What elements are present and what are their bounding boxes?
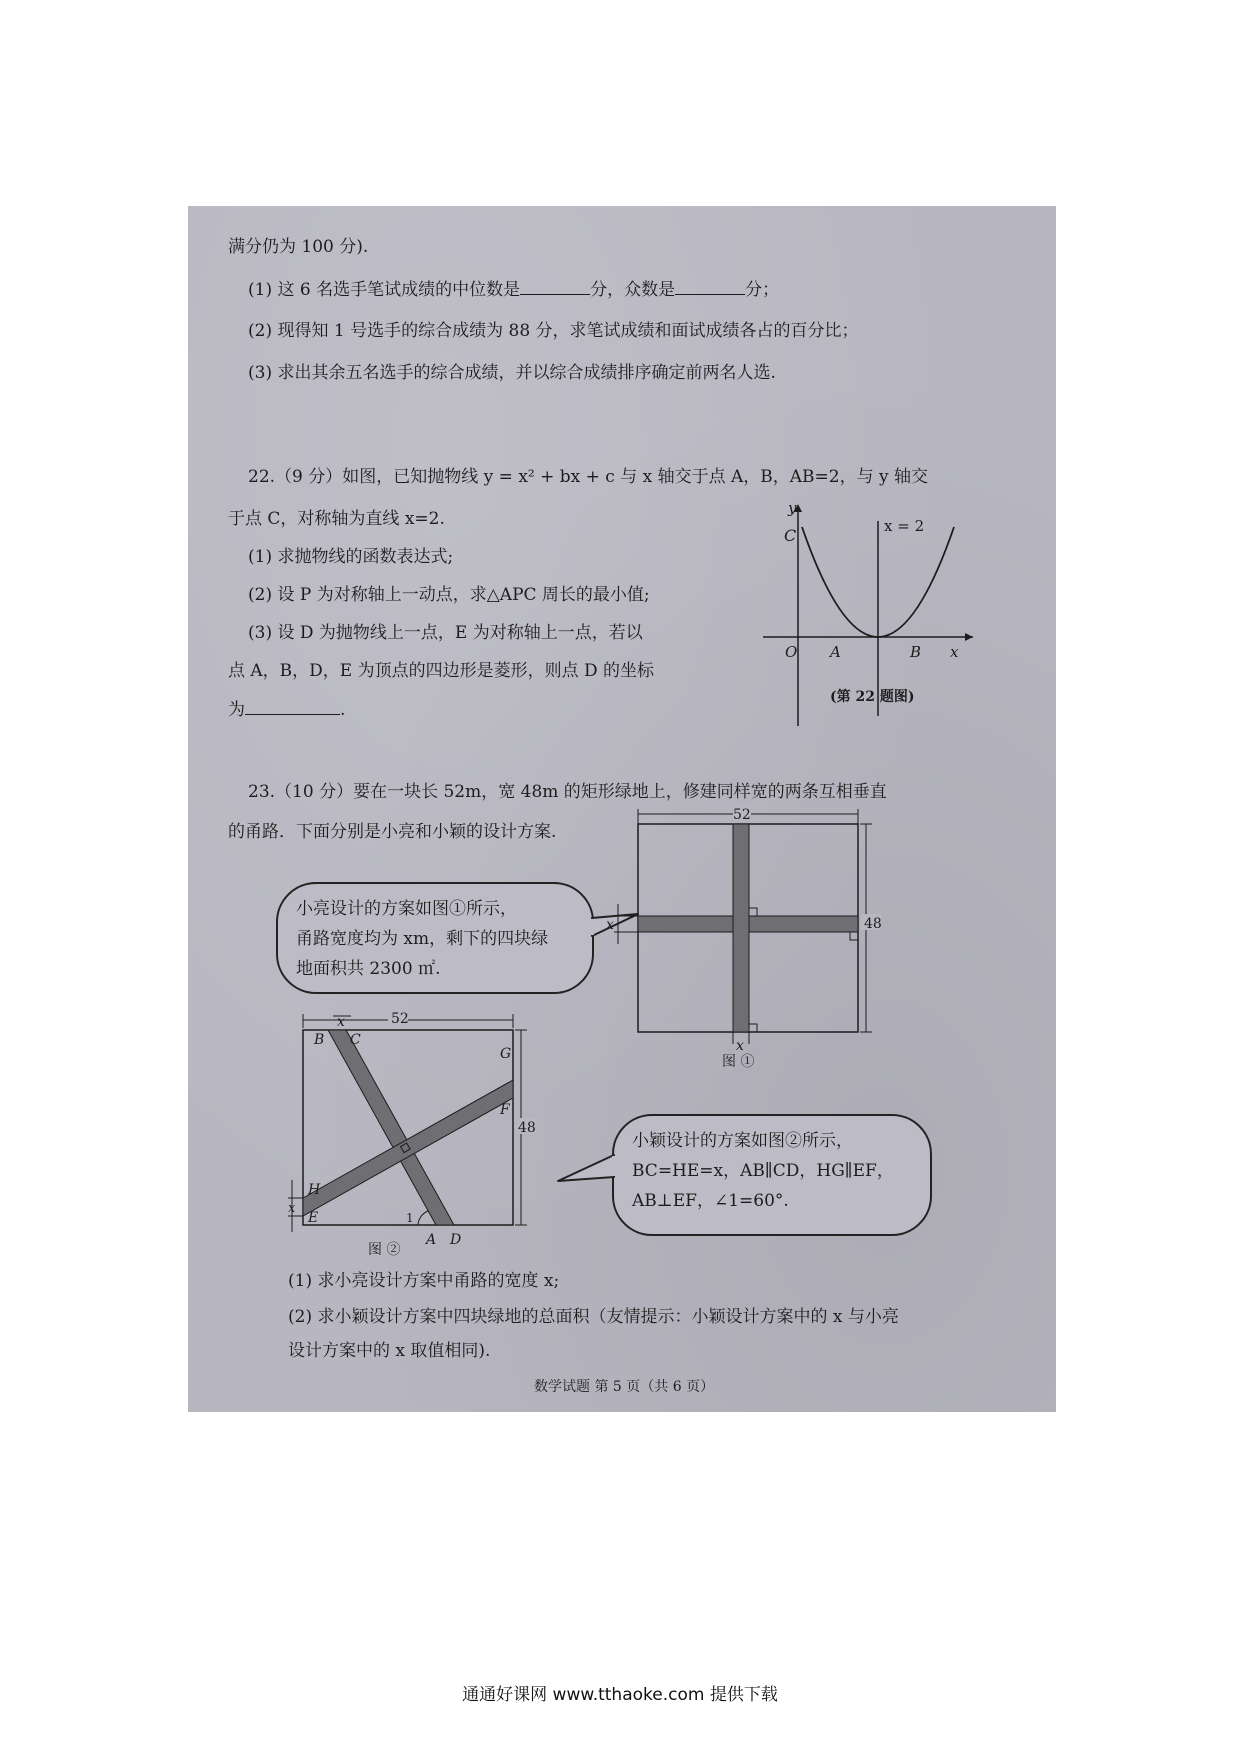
fig2-point-f: F [500,1102,510,1118]
fig2-width-label: 52 [391,1011,409,1027]
fig2-point-c: C [350,1032,361,1048]
fig2-caption: 图 ② [368,1242,401,1258]
q23-part2a: (2) 求小颖设计方案中四块绿地的总面积（友情提示：小颖设计方案中的 x 与小亮 [288,1307,899,1327]
y-axis-label: y [788,499,797,517]
scanned-exam-page [188,206,1056,1412]
point-a-label: A [830,643,841,661]
bubble2-line3: AB⊥EF，∠1=60°. [632,1191,789,1211]
fig2-point-a: A [426,1232,437,1248]
fig1-caption: 图 ① [722,1054,755,1070]
point-b-label: B [910,643,922,661]
intro-line: 满分仍为 100 分). [228,237,369,257]
q23-line2: 的甬路．下面分别是小亮和小颖的设计方案. [228,822,557,842]
bubble1-line1: 小亮设计的方案如图①所示， [296,899,517,919]
q21-part1 [248,278,779,301]
answer-blank [245,698,340,715]
fig2-height-label: 48 [518,1120,536,1136]
fig2-point-e: E [308,1210,319,1226]
fig1-width-label: 52 [733,807,751,823]
q22-part3c [228,698,345,721]
q22-line2: 于点 C，对称轴为直线 x=2. [228,509,445,529]
q22-part1: (1) 求抛物线的函数表达式; [248,547,454,567]
download-watermark: 通通好课网 www.tthaoke.com 提供下载 [462,1685,778,1705]
parabola-figure [758,501,978,731]
q22-part2: (2) 设 P 为对称轴上一动点，求△APC 周长的最小值; [248,585,650,605]
q22-part3c-text: 为 [228,700,245,720]
q21-part1-text-a: (1) 这 6 名选手笔试成绩的中位数是 [248,280,521,300]
q23-part1: (1) 求小亮设计方案中甬路的宽度 x; [288,1271,560,1291]
q21-part1-text-c: 分； [745,280,780,300]
figure-caption: (第 22 题图) [830,689,915,705]
origin-label: O [785,643,798,661]
symmetry-axis-label: x = 2 [884,517,925,535]
bubble1-line3: 地面积共 2300 ㎡. [296,959,441,979]
speech-bubble-xiaoying [612,1114,932,1236]
bubble2-tail [558,1151,628,1191]
design-figure-2 [288,1008,548,1278]
speech-bubble-xiaoliang [276,882,594,994]
fig2-point-b: B [314,1032,325,1048]
page-footer: 数学试题 第 5 页（共 6 页） [534,1379,715,1395]
fig1-height-label: 48 [864,916,882,932]
fig2-point-g: G [500,1046,512,1062]
bubble1-line2: 甬路宽度均为 xm，剩下的四块绿 [296,929,549,949]
q22-part3b: 点 A，B，D，E 为顶点的四边形是菱形，则点 D 的坐标 [228,661,655,681]
q22-line1: 22.（9 分）如图，已知抛物线 y = x² + bx + c 与 x 轴交于点 A，B，AB=2，与 y 轴交 [248,467,929,487]
q21-part3: (3) 求出其余五名选手的综合成绩，并以综合成绩排序确定前两名人选. [248,363,776,383]
fig1-road-width-left: x [606,917,614,933]
bubble2-line1: 小颖设计的方案如图②所示， [632,1131,853,1151]
q23-part2b: 设计方案中的 x 取值相同). [288,1341,491,1361]
answer-blank [675,278,745,295]
design-figure-1 [598,804,882,1074]
q23-line1: 23.（10 分）要在一块长 52m，宽 48m 的矩形绿地上，修建同样宽的两条互相垂直 [248,782,887,802]
fig1-road-width-bottom: x [736,1038,744,1054]
point-c-label: C [784,526,797,545]
q22-part3a: (3) 设 D 为抛物线上一点，E 为对称轴上一点，若以 [248,623,643,643]
q22-part3c-end: . [340,700,346,720]
fig2-top-x-label: x [337,1014,345,1030]
angle-1-label: 1 [406,1211,414,1225]
answer-blank [520,278,590,295]
fig2-left-x-label: x [288,1201,296,1216]
bubble2-line2: BC=HE=x，AB∥CD，HG∥EF， [632,1161,894,1181]
fig2-point-d: D [450,1232,462,1248]
x-axis-label: x [950,643,959,661]
q21-part1-text-b: 分，众数是 [590,280,676,300]
q21-part2: (2) 现得知 1 号选手的综合成绩为 88 分，求笔试成绩和面试成绩各占的百分比； [248,321,859,341]
fig2-point-h: H [308,1182,321,1198]
